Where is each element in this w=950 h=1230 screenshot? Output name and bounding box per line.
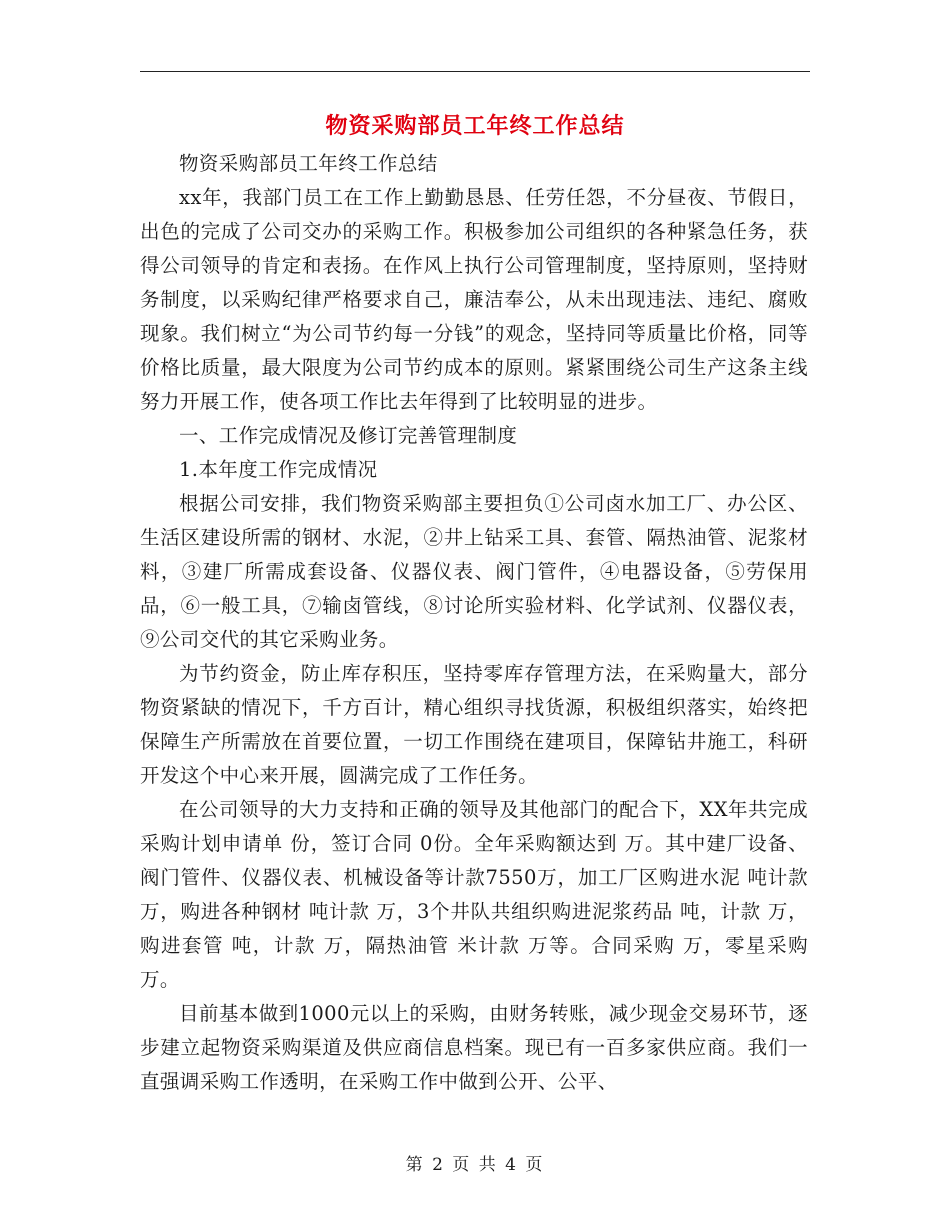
header-rule: [140, 71, 810, 72]
document-title: 物资采购部员工年终工作总结: [325, 113, 625, 139]
paragraph-subtitle: 物资采购部员工年终工作总结: [179, 152, 438, 175]
paragraph-intro: xx年，我部门员工在工作上勤勤恳恳、任劳任怨，不分昼夜、节假日，出色的完成了公司交办的采购工作。积极参加公司组织的各种紧急任务，获得公司领导的肯定和表扬。在作风上执行公司管理制度，坚持原则，坚持财务制度，以采购纪律严格要求自己，廉洁奉公，从未出现违法、违纪、腐败现象。我们树立“为公司节约每一分钱”的观念，坚持同等质量比价格，同等价格比质量，最大限度为公司节约成本的原则。紧紧围绕公司生产这条主线努力开展工作，使各项工作比去年得到了比较明显的进步。: [140, 186, 808, 413]
document-body: [140, 147, 808, 1099]
page-number: 第 2 页 共 4 页: [405, 1155, 545, 1175]
paragraph-responsibilities: 根据公司安排，我们物资采购部主要担负①公司卤水加工厂、办公区、生活区建设所需的钢材、水泥，②井上钻采工具、套管、隔热油管、泥浆材料，③建厂所需成套设备、仪器仪表、阀门管件，④电器设备，⑤劳保用品，⑥一般工具，⑦输卤管线，⑧讨论所实验材料、化学试剂、仪器仪表，⑨公司交代的其它采购业务。: [140, 492, 808, 651]
section-heading: 一、工作完成情况及修订完善管理制度: [179, 424, 518, 447]
paragraph-statistics: 在公司领导的大力支持和正确的领导及其他部门的配合下，XX年共完成采购计划申请单 份，签订合同 0份。全年采购额达到 万。其中建厂设备、阀门管件、仪器仪表、机械设备等计款7550万，加工厂区购进水泥 吨计款 万，购进各种钢材 吨计款 万，3个井队共组织购进泥浆药品 吨，计款 万，购进套管 吨，计款 万，隔热油管 米计款 万等。合同采购 万，零星采购 万。: [140, 798, 808, 991]
subsection-heading: 1.本年度工作完成情况: [179, 458, 378, 481]
paragraph-transparency: 目前基本做到1000元以上的采购，由财务转账，减少现金交易环节，逐步建立起物资采购渠道及供应商信息档案。现已有一百多家供应商。我们一直强调采购工作透明，在采购工作中做到公开、公平、: [140, 1002, 808, 1093]
paragraph-savings: 为节约资金，防止库存积压，坚持零库存管理方法，在采购量大，部分物资紧缺的情况下，千方百计，精心组织寻找货源，积极组织落实，始终把保障生产所需放在首要位置，一切工作围绕在建项目，保障钻井施工，科研开发这个中心来开展，圆满完成了工作任务。: [140, 662, 808, 787]
